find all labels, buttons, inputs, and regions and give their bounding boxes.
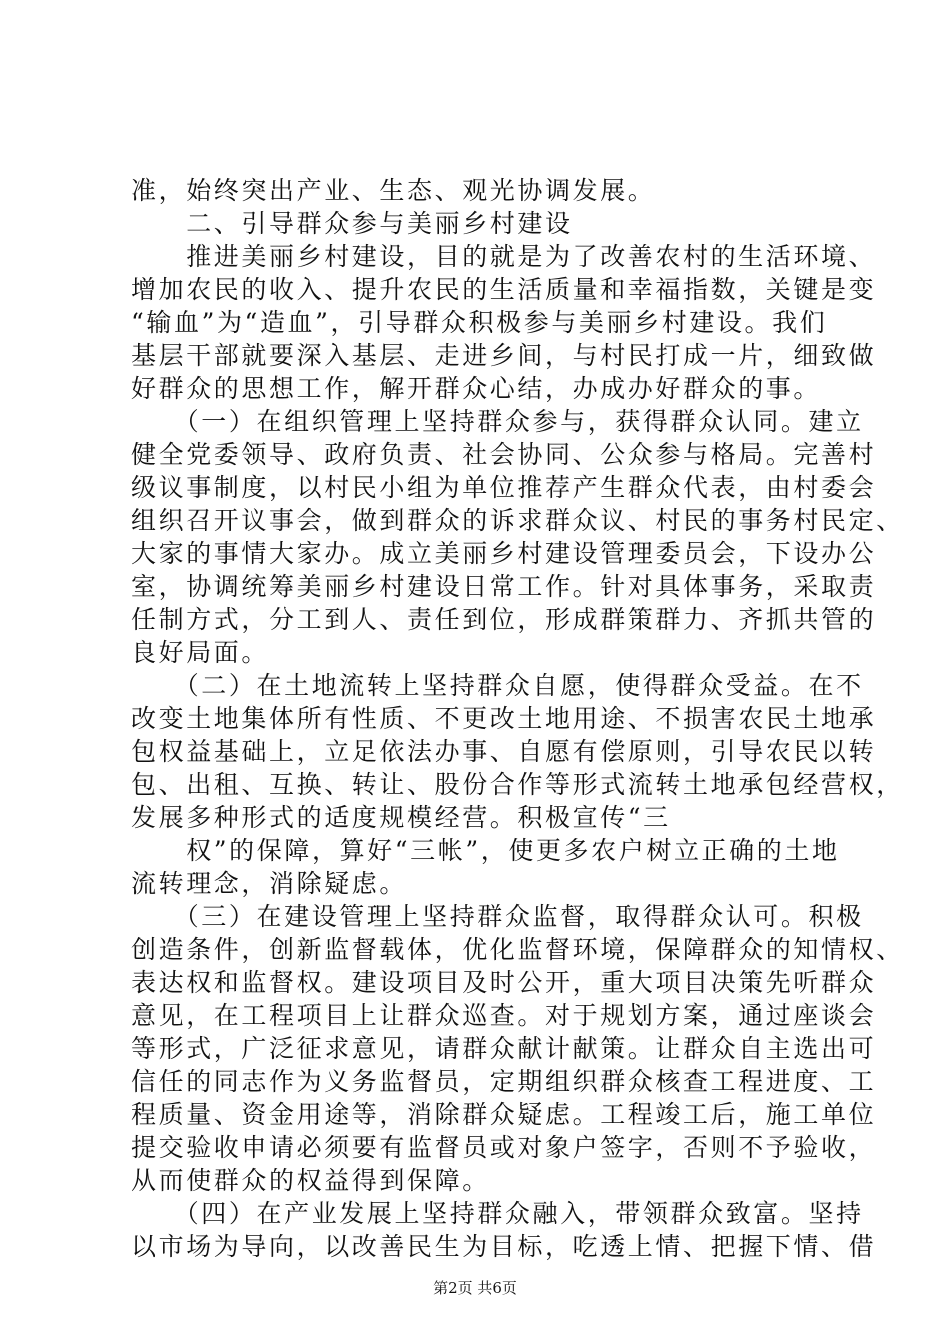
text-line: 基层干部就要深入基层、走进乡间，与村民打成一片，细致做 xyxy=(131,341,877,370)
text-line: 推进美丽乡村建设，目的就是为了改善农村的生活环境、 xyxy=(131,242,877,271)
section-heading: 二、引导群众参与美丽乡村建设 xyxy=(131,209,573,238)
text-line: 流转理念，消除疑虑。 xyxy=(131,869,408,898)
text-line: 发展多种形式的适度规模经营。积极宣传“三 xyxy=(131,803,671,832)
text-line: 提交验收申请必须要有监督员或对象户签字，否则不予验收， xyxy=(131,1133,877,1162)
text-line: 室，协调统筹美丽乡村建设日常工作。针对具体事务，采取责 xyxy=(131,572,877,601)
text-line: 健全党委领导、政府负责、社会协同、公众参与格局。完善村 xyxy=(131,440,877,469)
text-line: 级议事制度，以村民小组为单位推荐产生群众代表，由村委会 xyxy=(131,473,877,502)
text-line: 好群众的思想工作，解开群众心结，办成办好群众的事。 xyxy=(131,374,822,403)
text-line: （四）在产业发展上坚持群众融入，带领群众致富。坚持 xyxy=(131,1199,864,1228)
text-line: 包、出租、互换、转让、股份合作等形式流转土地承包经营权， xyxy=(131,770,904,799)
text-line: 等形式，广泛征求意见，请群众献计献策。让群众自主选出可 xyxy=(131,1034,877,1063)
text-line: （三）在建设管理上坚持群众监督，取得群众认可。积极 xyxy=(131,902,864,931)
text-line: 任制方式，分工到人、责任到位，形成群策群力、齐抓共管的 xyxy=(131,605,877,634)
text-line: 改变土地集体所有性质、不更改土地用途、不损害农民土地承 xyxy=(131,704,877,733)
text-line: 准，始终突出产业、生态、观光协调发展。 xyxy=(131,176,656,205)
text-line: 组织召开议事会，做到群众的诉求群众议、村民的事务村民定、 xyxy=(131,506,904,535)
text-line: 意见，在工程项目上让群众巡查。对于规划方案，通过座谈会 xyxy=(131,1001,877,1030)
text-line: 程质量、资金用途等，消除群众疑虑。工程竣工后，施工单位 xyxy=(131,1100,877,1129)
text-line: 良好局面。 xyxy=(131,638,270,667)
text-line: 包权益基础上，立足依法办事、自愿有偿原则，引导农民以转 xyxy=(131,737,877,766)
text-line: 权”的保障，算好“三帐”，使更多农户树立正确的土地 xyxy=(131,836,840,865)
text-line: （一）在组织管理上坚持群众参与，获得群众认同。建立 xyxy=(131,407,864,436)
text-line: 信任的同志作为义务监督员，定期组织群众核查工程进度、工 xyxy=(131,1067,877,1096)
page-footer: 第2页 共6页 xyxy=(433,1279,517,1297)
text-line: 大家的事情大家办。成立美丽乡村建设管理委员会，下设办公 xyxy=(131,539,877,568)
text-line: “输血”为“造血”，引导群众积极参与美丽乡村建设。我们 xyxy=(131,308,828,337)
text-line: （二）在土地流转上坚持群众自愿，使得群众受益。在不 xyxy=(131,671,864,700)
text-line: 表达权和监督权。建设项目及时公开，重大项目决策先听群众 xyxy=(131,968,877,997)
text-line: 以市场为导向，以改善民生为目标，吃透上情、把握下情、借 xyxy=(131,1232,877,1261)
text-line: 增加农民的收入、提升农民的生活质量和幸福指数，关键是变 xyxy=(131,275,877,304)
text-line: 从而使群众的权益得到保障。 xyxy=(131,1166,490,1195)
text-line: 创造条件，创新监督载体，优化监督环境，保障群众的知情权、 xyxy=(131,935,904,964)
